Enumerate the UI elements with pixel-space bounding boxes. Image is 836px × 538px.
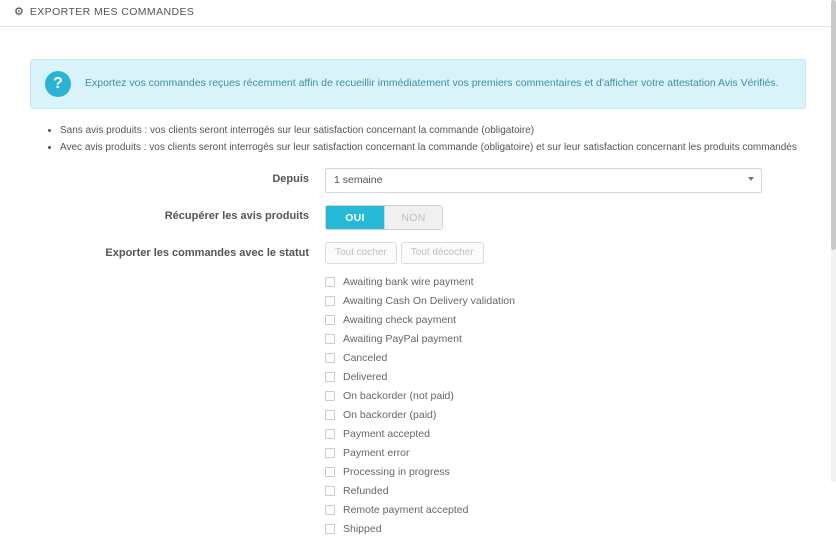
list-item[interactable] — [325, 424, 806, 443]
list-item[interactable] — [325, 443, 806, 462]
status-label: Processing in progress — [343, 465, 450, 478]
list-item[interactable] — [325, 272, 806, 291]
list-item[interactable] — [325, 367, 806, 386]
status-label: Awaiting check payment — [343, 313, 457, 326]
statuses-row — [30, 242, 806, 538]
panel-body — [0, 27, 836, 538]
product-reviews-label: Récupérer les avis produits — [164, 210, 309, 222]
status-label: Awaiting bank wire payment — [343, 275, 474, 288]
list-item[interactable] — [325, 462, 806, 481]
info-alert — [30, 59, 806, 109]
page-title: EXPORTER MES COMMANDES — [29, 6, 195, 18]
product-reviews-control — [325, 205, 806, 230]
list-item: Avec avis produits : vos clients seront interrogés sur leur satisfaction concernant la commande (obligatoire) et sur leur satisfaction concernant les produits commandés — [60, 140, 806, 157]
list-item[interactable] — [325, 481, 806, 500]
list-item[interactable] — [325, 291, 806, 310]
since-label: Depuis — [272, 173, 309, 185]
status-label: Canceled — [343, 351, 388, 364]
checkbox-icon[interactable] — [325, 410, 335, 420]
status-label: On backorder (paid) — [343, 408, 437, 421]
status-label: Payment error — [343, 446, 410, 459]
check-all-button[interactable]: Tout cocher — [325, 242, 397, 264]
status-label: Awaiting Cash On Delivery validation — [343, 294, 515, 307]
product-reviews-row — [30, 205, 806, 230]
statuses-button-group — [325, 242, 806, 264]
since-row — [30, 168, 806, 193]
chevron-down-icon — [748, 177, 754, 181]
status-label: Payment accepted — [343, 427, 430, 440]
uncheck-all-button[interactable]: Tout décocher — [401, 242, 484, 264]
product-reviews-toggle[interactable] — [325, 205, 443, 230]
toggle-option-oui[interactable]: OUI — [326, 206, 384, 229]
list-item: Sans avis produits : vos clients seront interrogés sur leur satisfaction concernant la commande (obligatoire) — [60, 123, 806, 140]
list-item[interactable] — [325, 329, 806, 348]
list-item[interactable] — [325, 386, 806, 405]
list-item[interactable] — [325, 500, 806, 519]
checkbox-icon[interactable] — [325, 353, 335, 363]
status-label: Refunded — [343, 484, 389, 497]
status-label: Shipped — [343, 522, 382, 535]
status-label: Delivered — [343, 370, 388, 383]
status-label: Remote payment accepted — [343, 503, 469, 516]
notes-list — [30, 123, 806, 156]
checkbox-icon[interactable] — [325, 372, 335, 382]
scrollbar-thumb[interactable] — [831, 0, 836, 250]
statuses-control — [325, 242, 806, 538]
settings-sliders-icon: ⚙ — [14, 5, 24, 18]
checkbox-icon[interactable] — [325, 391, 335, 401]
checkbox-icon[interactable] — [325, 486, 335, 496]
list-item[interactable] — [325, 310, 806, 329]
checkbox-icon[interactable] — [325, 315, 335, 325]
checkbox-icon[interactable] — [325, 448, 335, 458]
since-select-wrap[interactable] — [325, 168, 762, 193]
panel-header — [0, 0, 836, 26]
since-select[interactable]: 1 semaine — [325, 168, 762, 193]
checkbox-icon[interactable] — [325, 429, 335, 439]
question-mark-icon: ? — [45, 71, 71, 97]
status-checklist — [325, 272, 806, 538]
checkbox-icon[interactable] — [325, 524, 335, 534]
checkbox-icon[interactable] — [325, 334, 335, 344]
list-item[interactable] — [325, 519, 806, 538]
info-alert-text: Exportez vos commandes reçues récemment affin de recueillir immédiatement vos premiers commentaires et d'afficher votre attestation Avis Vérifiés. — [85, 77, 779, 90]
statuses-label: Exporter les commandes avec le statut — [105, 247, 309, 259]
list-item[interactable] — [325, 348, 806, 367]
list-item[interactable] — [325, 405, 806, 424]
toggle-option-non[interactable]: NON — [384, 206, 442, 229]
checkbox-icon[interactable] — [325, 505, 335, 515]
status-label: Awaiting PayPal payment — [343, 332, 462, 345]
checkbox-icon[interactable] — [325, 277, 335, 287]
checkbox-icon[interactable] — [325, 296, 335, 306]
checkbox-icon[interactable] — [325, 467, 335, 477]
scrollbar-track[interactable] — [831, 0, 836, 482]
since-control — [325, 168, 806, 193]
status-label: On backorder (not paid) — [343, 389, 454, 402]
